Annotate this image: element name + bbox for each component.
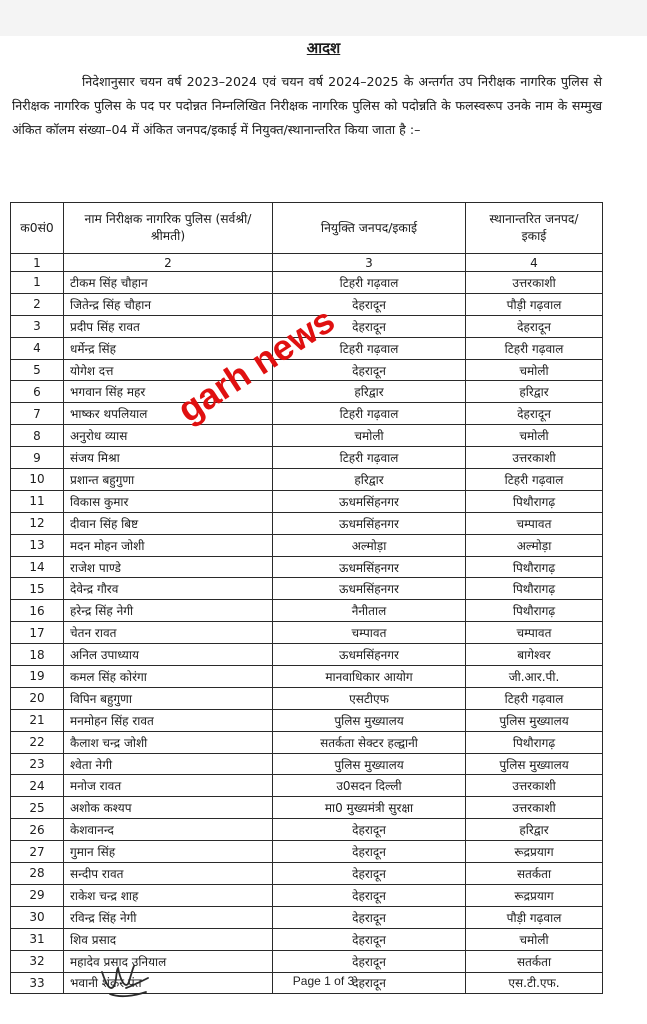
serial-number-cell: 3 — [11, 315, 64, 337]
serial-number-cell: 11 — [11, 490, 64, 512]
header-inspector-name-text: नाम निरीक्षक नागरिक पुलिस (सर्वश्री/श्रीमती) — [84, 212, 252, 243]
posting-unit-cell: अल्मोड़ा — [273, 534, 466, 556]
serial-number-cell: 25 — [11, 797, 64, 819]
table-row — [11, 753, 603, 775]
table-row — [11, 534, 603, 556]
page-number: Page 1 of 3 — [292, 974, 355, 988]
serial-number-cell: 31 — [11, 928, 64, 950]
serial-number-cell: 12 — [11, 512, 64, 534]
table-row — [11, 272, 603, 294]
table-row — [11, 863, 603, 885]
posting-unit-cell: ऊधमसिंहनगर — [273, 556, 466, 578]
table-row — [11, 687, 603, 709]
transfer-unit-cell: हरिद्वार — [466, 819, 603, 841]
inspector-name-cell: गुमान सिंह — [64, 841, 273, 863]
transfer-unit-cell: चमोली — [466, 425, 603, 447]
posting-unit-cell: ऊधमसिंहनगर — [273, 512, 466, 534]
inspector-name-cell: महादेव प्रसाद उनियाल — [64, 950, 273, 972]
posting-unit-cell: देहरादून — [273, 928, 466, 950]
inspector-name-cell: भवानी शंकर पंत — [64, 972, 273, 994]
table-body — [11, 254, 603, 994]
table-row — [11, 578, 603, 600]
inspector-name-cell: धर्मेन्द्र सिंह — [64, 337, 273, 359]
inspector-name-cell: राकेश चन्द्र शाह — [64, 884, 273, 906]
inspector-name-cell: भगवान सिंह महर — [64, 381, 273, 403]
serial-number-cell: 32 — [11, 950, 64, 972]
serial-number-cell: 21 — [11, 709, 64, 731]
table-row — [11, 359, 603, 381]
serial-number-cell: 4 — [11, 337, 64, 359]
transfer-unit-cell: पौड़ी गढ़वाल — [466, 906, 603, 928]
transfer-unit-cell: उत्तरकाशी — [466, 447, 603, 469]
posting-unit-cell: मा0 मुख्यमंत्री सुरक्षा — [273, 797, 466, 819]
serial-number-cell: 26 — [11, 819, 64, 841]
table-row — [11, 425, 603, 447]
table-row — [11, 469, 603, 491]
header-posting-unit: नियुक्ति जनपद/इकाई — [273, 203, 466, 254]
transfer-unit-cell: पौड़ी गढ़वाल — [466, 293, 603, 315]
inspector-name-cell: संजय मिश्रा — [64, 447, 273, 469]
inspector-name-cell: चेतन रावत — [64, 622, 273, 644]
transfer-unit-cell: अल्मोड़ा — [466, 534, 603, 556]
serial-number-cell: 27 — [11, 841, 64, 863]
document-title: आदश — [306, 39, 341, 57]
posting-unit-cell: पुलिस मुख्यालय — [273, 709, 466, 731]
posting-unit-cell: देहरादून — [273, 863, 466, 885]
posting-unit-cell: पुलिस मुख्यालय — [273, 753, 466, 775]
inspector-name-cell: शिव प्रसाद — [64, 928, 273, 950]
serial-number-cell: 9 — [11, 447, 64, 469]
transfer-unit-cell: पिथौरागढ़ — [466, 556, 603, 578]
serial-number-cell: 20 — [11, 687, 64, 709]
posting-unit-cell: देहरादून — [273, 906, 466, 928]
header-transfer-unit-text: स्थानान्तरित जनपद/इकाई — [489, 212, 579, 243]
column-number: 2 — [64, 254, 273, 272]
inspector-name-cell: हरेन्द्र सिंह नेगी — [64, 600, 273, 622]
table-row — [11, 841, 603, 863]
transfer-unit-cell: पुलिस मुख्यालय — [466, 753, 603, 775]
transfer-unit-cell: देहरादून — [466, 403, 603, 425]
table-row — [11, 490, 603, 512]
inspector-name-cell: मनमोहन सिंह रावत — [64, 709, 273, 731]
inspector-name-cell: योगेश दत्त — [64, 359, 273, 381]
transfer-unit-cell: बागेश्वर — [466, 644, 603, 666]
serial-number-cell: 24 — [11, 775, 64, 797]
inspector-name-cell: कैलाश चन्द्र जोशी — [64, 731, 273, 753]
inspector-name-cell: मनोज रावत — [64, 775, 273, 797]
table-row — [11, 906, 603, 928]
table-row — [11, 381, 603, 403]
transfer-unit-cell: चम्पावत — [466, 512, 603, 534]
inspector-name-cell: दीवान सिंह बिष्ट — [64, 512, 273, 534]
intro-text: निदेशानुसार चयन वर्ष 2023–2024 एवं चयन वर्ष 2024–2025 के अन्तर्गत उप निरीक्षक नागरिक पुलिस से निरीक्षक नागरिक पुलिस के पद पर पदोन्नत निम्नलिखित निरीक्षक नागरिक पुलिस को पदोन्नति के फलस्वरूप उनके नाम के सम्मुख अंकित कॉलम संख्या–04 में अंकित जनपद/इकाई में नियुक्त/स्थानान्तरित किया जाता है :– — [12, 74, 602, 137]
posting-unit-cell: हरिद्वार — [273, 381, 466, 403]
posting-unit-cell: चमोली — [273, 425, 466, 447]
transfer-unit-cell: टिहरी गढ़वाल — [466, 469, 603, 491]
inspector-name-cell: विपिन बहुगुणा — [64, 687, 273, 709]
posting-unit-cell: टिहरी गढ़वाल — [273, 447, 466, 469]
inspector-name-cell: विकास कुमार — [64, 490, 273, 512]
inspector-name-cell: सन्दीप रावत — [64, 863, 273, 885]
inspector-name-cell: श्वेता नेगी — [64, 753, 273, 775]
inspector-name-cell: केशवानन्द — [64, 819, 273, 841]
column-number-row — [11, 254, 603, 272]
serial-number-cell: 16 — [11, 600, 64, 622]
posting-unit-cell: टिहरी गढ़वाल — [273, 337, 466, 359]
intro-paragraph — [12, 70, 602, 142]
transfer-unit-cell: पिथौरागढ़ — [466, 731, 603, 753]
serial-number-cell: 18 — [11, 644, 64, 666]
serial-number-cell: 13 — [11, 534, 64, 556]
inspector-name-cell: अनिल उपाध्याय — [64, 644, 273, 666]
posting-unit-cell: टिहरी गढ़वाल — [273, 403, 466, 425]
posting-unit-cell: देहरादून — [273, 315, 466, 337]
table-row — [11, 512, 603, 534]
table-row — [11, 403, 603, 425]
transfer-unit-cell: पुलिस मुख्यालय — [466, 709, 603, 731]
transfer-unit-cell: एस.टी.एफ. — [466, 972, 603, 994]
table-row — [11, 819, 603, 841]
posting-unit-cell: एसटीएफ — [273, 687, 466, 709]
table-row — [11, 884, 603, 906]
inspector-name-cell: प्रशान्त बहुगुणा — [64, 469, 273, 491]
column-number: 4 — [466, 254, 603, 272]
serial-number-cell: 23 — [11, 753, 64, 775]
inspector-name-cell: राजेश पाण्डे — [64, 556, 273, 578]
serial-number-cell: 10 — [11, 469, 64, 491]
transfer-unit-cell: सतर्कता — [466, 950, 603, 972]
serial-number-cell: 30 — [11, 906, 64, 928]
table-row — [11, 644, 603, 666]
posting-unit-cell: ऊधमसिंहनगर — [273, 644, 466, 666]
transfer-unit-cell: उत्तरकाशी — [466, 775, 603, 797]
posting-unit-cell: देहरादून — [273, 293, 466, 315]
serial-number-cell: 6 — [11, 381, 64, 403]
table-row — [11, 622, 603, 644]
transfer-unit-cell: चम्पावत — [466, 622, 603, 644]
posting-unit-cell: नैनीताल — [273, 600, 466, 622]
posting-unit-cell: चम्पावत — [273, 622, 466, 644]
serial-number-cell: 28 — [11, 863, 64, 885]
posting-unit-cell: देहरादून — [273, 841, 466, 863]
table-row — [11, 666, 603, 688]
serial-number-cell: 2 — [11, 293, 64, 315]
table-row — [11, 775, 603, 797]
inspector-name-cell: प्रदीप सिंह रावत — [64, 315, 273, 337]
posting-unit-cell: देहरादून — [273, 884, 466, 906]
serial-number-cell: 19 — [11, 666, 64, 688]
posting-unit-cell: ऊधमसिंहनगर — [273, 490, 466, 512]
table-row — [11, 709, 603, 731]
transfer-unit-cell: पिथौरागढ़ — [466, 578, 603, 600]
serial-number-cell: 29 — [11, 884, 64, 906]
posting-unit-cell: देहरादून — [273, 359, 466, 381]
posting-unit-cell: ऊधमसिंहनगर — [273, 578, 466, 600]
transfer-unit-cell: चमोली — [466, 928, 603, 950]
header-transfer-unit — [466, 203, 603, 254]
serial-number-cell: 17 — [11, 622, 64, 644]
table-row — [11, 731, 603, 753]
transfer-unit-cell: टिहरी गढ़वाल — [466, 337, 603, 359]
posting-unit-cell: सतर्कता सेक्टर हल्द्वानी — [273, 731, 466, 753]
inspector-name-cell: रविन्द्र सिंह नेगी — [64, 906, 273, 928]
column-number: 1 — [11, 254, 64, 272]
inspector-name-cell: मदन मोहन जोशी — [64, 534, 273, 556]
inspector-name-cell: अशोक कश्यप — [64, 797, 273, 819]
posting-unit-cell: हरिद्वार — [273, 469, 466, 491]
transfer-unit-cell: रूद्रप्रयाग — [466, 841, 603, 863]
serial-number-cell: 5 — [11, 359, 64, 381]
inspector-name-cell: भाष्कर थपलियाल — [64, 403, 273, 425]
posting-unit-cell: उ0सदन दिल्ली — [273, 775, 466, 797]
table-row — [11, 556, 603, 578]
serial-number-cell: 14 — [11, 556, 64, 578]
posting-unit-cell: देहरादून — [273, 972, 466, 994]
transfer-unit-cell: उत्तरकाशी — [466, 272, 603, 294]
top-blank-strip — [0, 0, 647, 36]
serial-number-cell: 8 — [11, 425, 64, 447]
serial-number-cell: 7 — [11, 403, 64, 425]
header-serial-number: क0सं0 — [11, 203, 64, 254]
column-number: 3 — [273, 254, 466, 272]
serial-number-cell: 22 — [11, 731, 64, 753]
table-row — [11, 797, 603, 819]
posting-unit-cell: देहरादून — [273, 950, 466, 972]
inspector-name-cell: टीकम सिंह चौहान — [64, 272, 273, 294]
inspector-name-cell: अनुरोध व्यास — [64, 425, 273, 447]
posting-unit-cell: टिहरी गढ़वाल — [273, 272, 466, 294]
table-row — [11, 447, 603, 469]
posting-unit-cell: मानवाधिकार आयोग — [273, 666, 466, 688]
transfer-unit-cell: पिथौरागढ़ — [466, 490, 603, 512]
serial-number-cell: 15 — [11, 578, 64, 600]
table-row — [11, 600, 603, 622]
posting-unit-cell: देहरादून — [273, 819, 466, 841]
serial-number-cell: 33 — [11, 972, 64, 994]
transfer-unit-cell: जी.आर.पी. — [466, 666, 603, 688]
transfer-unit-cell: सतर्कता — [466, 863, 603, 885]
table-header-row — [11, 203, 603, 254]
transfer-unit-cell: रूद्रप्रयाग — [466, 884, 603, 906]
inspector-name-cell: कमल सिंह कोरंगा — [64, 666, 273, 688]
garh-news-watermark: garh news — [170, 299, 342, 431]
table-row — [11, 928, 603, 950]
serial-number-cell: 1 — [11, 272, 64, 294]
transfer-unit-cell: देहरादून — [466, 315, 603, 337]
transfer-unit-cell: चमोली — [466, 359, 603, 381]
header-inspector-name — [64, 203, 273, 254]
transfer-unit-cell: हरिद्वार — [466, 381, 603, 403]
inspector-name-cell: देवेन्द्र गौरव — [64, 578, 273, 600]
transfer-unit-cell: पिथौरागढ़ — [466, 600, 603, 622]
inspector-name-cell: जितेन्द्र सिंह चौहान — [64, 293, 273, 315]
transfer-unit-cell: उत्तरकाशी — [466, 797, 603, 819]
transfer-unit-cell: टिहरी गढ़वाल — [466, 687, 603, 709]
